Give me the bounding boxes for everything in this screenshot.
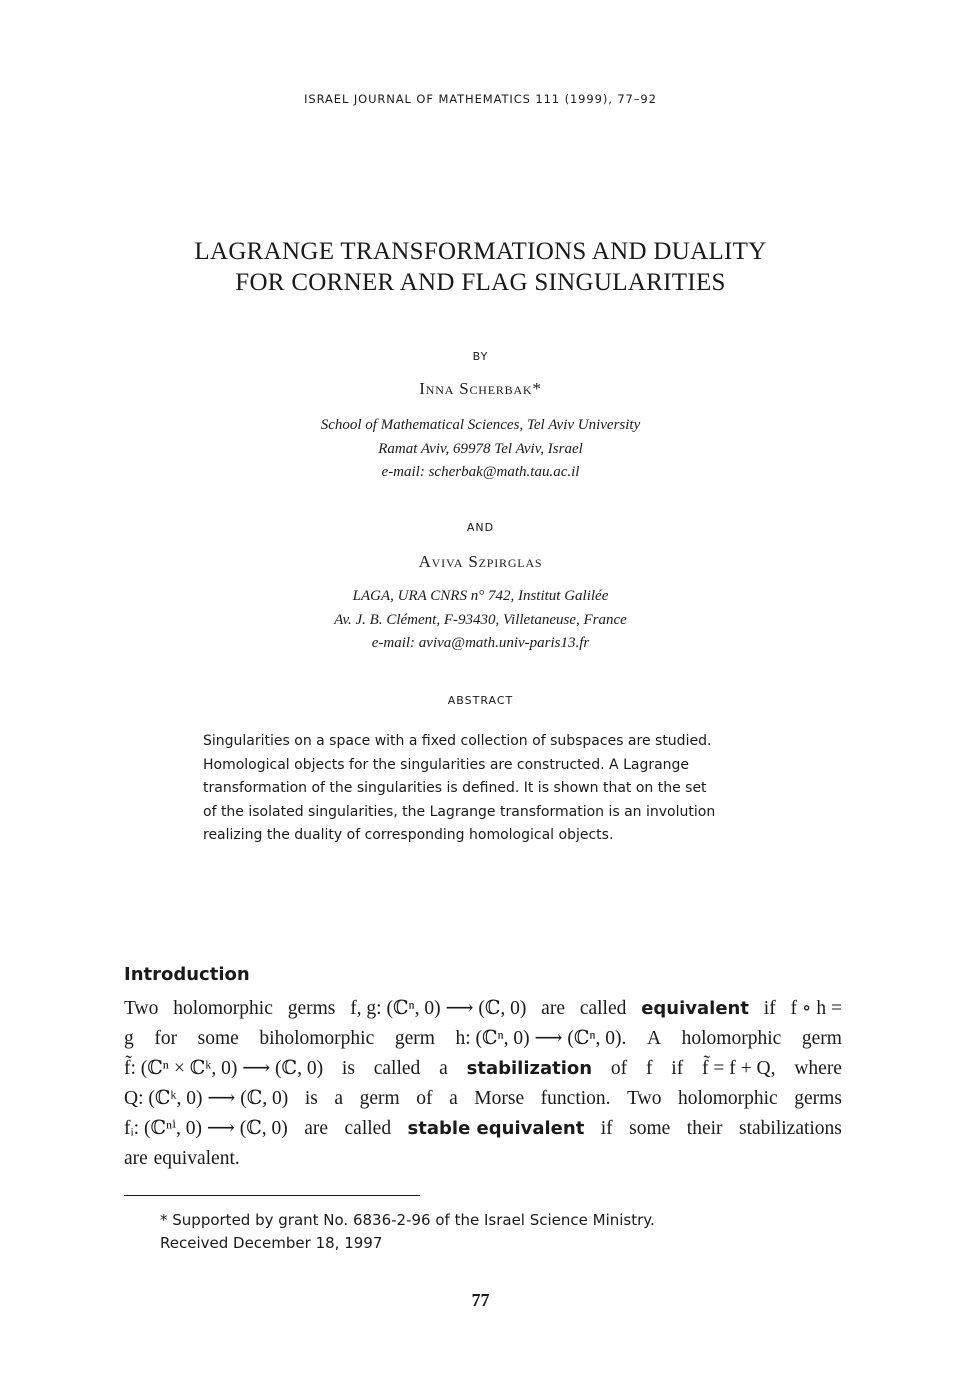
abstract-line: transformation of the singularities is defined. It is shown that on the set xyxy=(203,780,707,796)
paragraph-word: Morse xyxy=(474,1088,525,1109)
paragraph-word: h: (ℂⁿ, 0) ⟶ (ℂⁿ, 0). xyxy=(455,1028,627,1049)
paragraph-line xyxy=(124,994,842,1024)
defined-term: stable equivalent xyxy=(407,1118,585,1139)
paragraph-word: are xyxy=(304,1118,329,1139)
paragraph-word: biholomorphic xyxy=(259,1028,375,1049)
paragraph-word: a xyxy=(449,1088,458,1109)
paragraph-word: a xyxy=(334,1088,344,1109)
paragraph-word: germs xyxy=(287,998,336,1019)
paragraph-line xyxy=(124,1084,842,1114)
footnote xyxy=(160,1209,655,1255)
affiliation-line: Ramat Aviv, 69978 Tel Aviv, Israel xyxy=(378,440,583,457)
paragraph-word: Q: (ℂᵏ, 0) ⟶ (ℂ, 0) xyxy=(124,1088,289,1109)
paragraph-word: some xyxy=(629,1118,671,1139)
paragraph-word: is xyxy=(341,1058,355,1079)
paragraph-word: if xyxy=(671,1058,684,1079)
paragraph-word: their xyxy=(686,1118,723,1139)
paragraph-word: of xyxy=(610,1058,628,1079)
footnote-received: Received December 18, 1997 xyxy=(160,1234,383,1252)
paragraph-word: are xyxy=(124,1148,148,1169)
paragraph-word: equivalent. xyxy=(153,1148,240,1169)
paragraph-word: called xyxy=(579,998,627,1019)
paragraph-word: f̃: (ℂⁿ × ℂᵏ, 0) ⟶ (ℂ, 0) xyxy=(124,1058,324,1079)
paragraph-word: Two xyxy=(627,1088,662,1109)
paragraph-line xyxy=(124,1024,842,1054)
paragraph-word: Two xyxy=(124,998,159,1019)
author-name: Aviva Szpirglas xyxy=(418,552,543,571)
introduction-paragraph xyxy=(124,994,842,1174)
paragraph-word: f ∘ h = xyxy=(790,998,842,1019)
paragraph-word: f, g: (ℂⁿ, 0) ⟶ (ℂ, 0) xyxy=(350,998,527,1019)
defined-term: equivalent xyxy=(641,998,749,1019)
paragraph-word: where xyxy=(794,1058,842,1079)
paragraph-word: of xyxy=(416,1088,433,1109)
paragraph-word: g xyxy=(124,1028,134,1049)
paragraph-word: if xyxy=(763,998,776,1019)
affiliation-line: Av. J. B. Clément, F-93430, Villetaneuse, France xyxy=(334,611,627,628)
paragraph-word: f xyxy=(645,1058,653,1079)
abstract-label: ABSTRACT xyxy=(447,694,514,707)
paragraph-word: called xyxy=(373,1058,421,1079)
paragraph-word: f̃ = f + Q, xyxy=(702,1058,776,1079)
paragraph-line xyxy=(124,1114,842,1144)
title-line-1: LAGRANGE TRANSFORMATIONS AND DUALITY xyxy=(194,238,767,265)
author-affiliation xyxy=(0,414,961,485)
abstract-line: realizing the duality of corresponding homological objects. xyxy=(203,827,614,843)
paragraph-word: is xyxy=(304,1088,318,1109)
paragraph-word: some xyxy=(197,1028,239,1049)
author-email: e-mail: aviva@math.univ-paris13.fr xyxy=(371,635,590,651)
footnote-funding: * Supported by grant No. 6836-2-96 of the Israel Science Ministry. xyxy=(160,1211,655,1229)
paragraph-word: holomorphic xyxy=(681,1028,782,1049)
paragraph-word: A xyxy=(646,1028,662,1049)
paragraph-word: germ xyxy=(394,1028,435,1049)
paragraph-word: holomorphic xyxy=(678,1088,778,1109)
paragraph-word: germ xyxy=(801,1028,842,1049)
paragraph-line xyxy=(124,1144,842,1174)
paragraph-word: holomorphic xyxy=(173,998,273,1019)
journal-header: ISRAEL JOURNAL OF MATHEMATICS 111 (1999), 77–92 xyxy=(304,92,657,106)
page-number: 77 xyxy=(471,1290,490,1310)
affiliation-line: School of Mathematical Sciences, Tel Aviv University xyxy=(320,417,641,433)
author-email: e-mail: scherbak@math.tau.ac.il xyxy=(381,464,580,480)
by-label: BY xyxy=(472,350,489,363)
footnote-divider xyxy=(124,1195,420,1196)
paragraph-word: function. xyxy=(540,1088,611,1109)
author-name: Inna Scherbak* xyxy=(419,379,542,398)
and-label: AND xyxy=(466,521,495,534)
paragraph-word: germs xyxy=(794,1088,842,1109)
paragraph-word: are xyxy=(541,998,565,1019)
abstract-line: of the isolated singularities, the Lagrange transformation is an involution xyxy=(203,803,716,820)
paragraph-word: germ xyxy=(359,1088,400,1109)
paragraph-word: fᵢ: (ℂⁿⁱ, 0) ⟶ (ℂ, 0) xyxy=(124,1118,288,1139)
paragraph-line xyxy=(124,1054,842,1084)
paragraph-word: for xyxy=(154,1028,178,1049)
abstract-body xyxy=(203,730,763,848)
abstract-line: Homological objects for the singularities are constructed. A Lagrange xyxy=(203,756,690,773)
affiliation-line: LAGA, URA CNRS n° 742, Institut Galilée xyxy=(352,588,609,604)
paper-title xyxy=(0,236,961,298)
paragraph-word: called xyxy=(344,1118,392,1139)
abstract-line: Singularities on a space with a fixed collection of subspaces are studied. xyxy=(203,733,712,749)
paragraph-word: stabilizations xyxy=(739,1118,842,1139)
section-heading: Introduction xyxy=(124,964,250,985)
defined-term: stabilization xyxy=(466,1058,593,1079)
title-line-2: FOR CORNER AND FLAG SINGULARITIES xyxy=(235,269,726,296)
author-affiliation xyxy=(0,585,961,656)
paragraph-word: a xyxy=(439,1058,448,1079)
paragraph-word: if xyxy=(600,1118,613,1139)
